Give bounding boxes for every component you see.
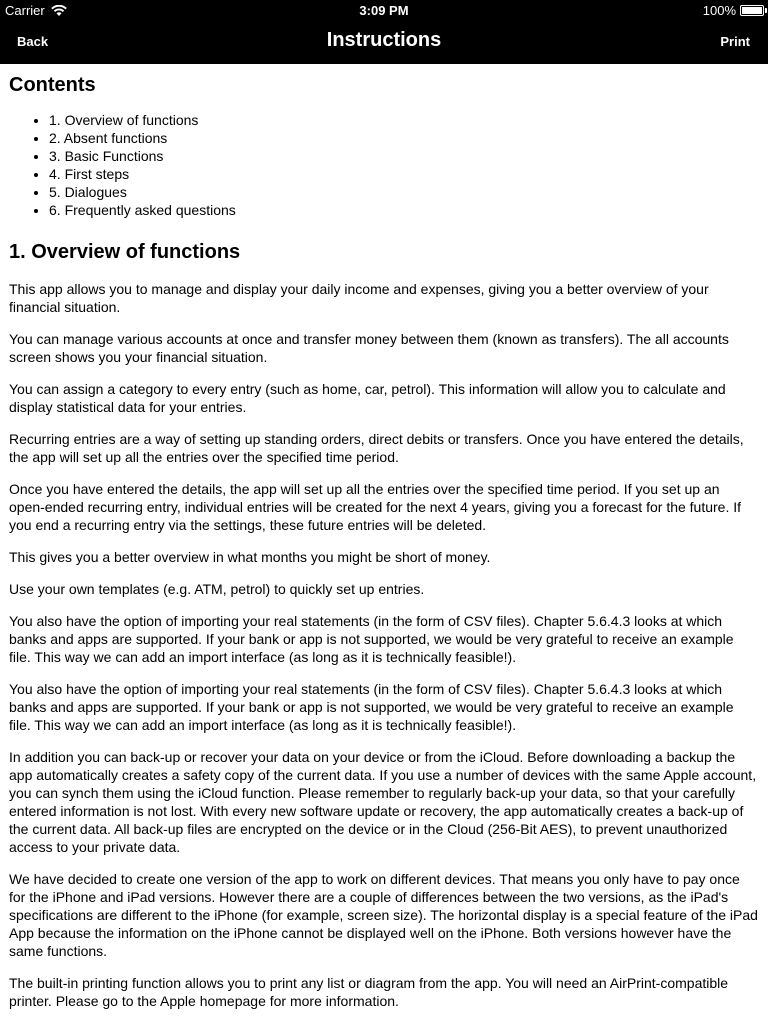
paragraph: Use your own templates (e.g. ATM, petrol) to quickly set up entries.	[9, 581, 425, 597]
paragraph: You also have the option of importing your real statements (in the form of CSV files). Chapter 5.6.4.3 looks at which banks and apps are supported. If your bank or app is not supported, we would be very grateful to receive an example file. This way we can add an import interface (as long as it is technically feasible!).	[9, 613, 734, 665]
paragraph: We have decided to create one version of the app to work on different devices. That means you only have to pay once for the iPhone and iPad versions. However there are a couple of differences between the two versions, as the iPad's specifications are different to the iPhone (for example, screen size). The horizontal display is a special feature of the iPad App because the information on the iPhone cannot be displayed well on the iPhone. Both versions however have the same functions.	[9, 871, 758, 959]
status-bar	[0, 0, 768, 20]
contents-heading: Contents	[9, 74, 96, 96]
toc-item[interactable]: • 4. First steps	[49, 165, 759, 183]
paragraph: You can assign a category to every entry (such as home, car, petrol). This information will allow you to calculate and display statistical data for your entries.	[9, 381, 726, 415]
toc-item[interactable]: • 1. Overview of functions	[49, 111, 759, 129]
battery-percent: 100%	[702, 3, 736, 18]
paragraph: You also have the option of importing your real statements (in the form of CSV files). Chapter 5.6.4.3 looks at which banks and apps are supported. If your bank or app is not supported, we would be very grateful to receive an example file. This way we can add an import interface (as long as it is technically feasible!).	[9, 681, 734, 733]
battery-icon	[740, 5, 764, 16]
section-heading: 1. Overview of functions	[9, 241, 241, 263]
carrier-label: Carrier	[5, 3, 45, 18]
paragraph: The built-in printing function allows you to print any list or diagram from the app. You will need an AirPrint-compatible printer. Please go to the Apple homepage for more information.	[9, 975, 729, 1009]
table-of-contents	[9, 111, 759, 219]
status-right	[703, 3, 764, 18]
back-button[interactable]: Back	[17, 34, 49, 49]
page-title: Instructions	[326, 29, 442, 51]
toc-item[interactable]: • 2. Absent functions	[49, 129, 759, 147]
toc-item[interactable]: • 6. Frequently asked questions	[49, 201, 759, 219]
paragraph: This app allows you to manage and display your daily income and expenses, giving you a better overview of your financial situation.	[9, 281, 709, 315]
toc-item[interactable]: • 5. Dialogues	[49, 183, 759, 201]
paragraph: This gives you a better overview in what months you might be short of money.	[9, 549, 491, 565]
paragraph: You can manage various accounts at once and transfer money between them (known as transfers). The all accounts screen shows you your financial situation.	[9, 331, 729, 365]
toc-item[interactable]: • 3. Basic Functions	[49, 147, 759, 165]
navigation-bar	[0, 20, 768, 64]
status-time: 3:09 PM	[359, 3, 409, 18]
paragraph: Recurring entries are a way of setting up standing orders, direct debits or transfers. Once you have entered the details, the app will set up all the entries over the specified time period.	[9, 431, 744, 465]
print-button[interactable]: Print	[720, 34, 750, 49]
paragraph: In addition you can back-up or recover your data on your device or from the iCloud. Before downloading a backup the app automatically creates a safety copy of the current data. If you use a number of devices with the same Apple account, you can synch them using the iCloud function. Please remember to regularly back-up your data, so that your carefully entered information is not lost. With every new software update or recovery, the app automatically creates a back-up of the current data. All back-up files are encrypted on the device or in the Cloud (256-Bit AES), to prevent unauthorized access to your private data.	[9, 749, 757, 855]
instructions-content[interactable]	[0, 64, 768, 1024]
paragraph: Once you have entered the details, the app will set up all the entries over the specified time period. If you set up an open-ended recurring entry, individual entries will be created for the next 4 years, giving you a forecast for the future. If you end a recurring entry via the settings, these future entries will be deleted.	[9, 481, 742, 533]
